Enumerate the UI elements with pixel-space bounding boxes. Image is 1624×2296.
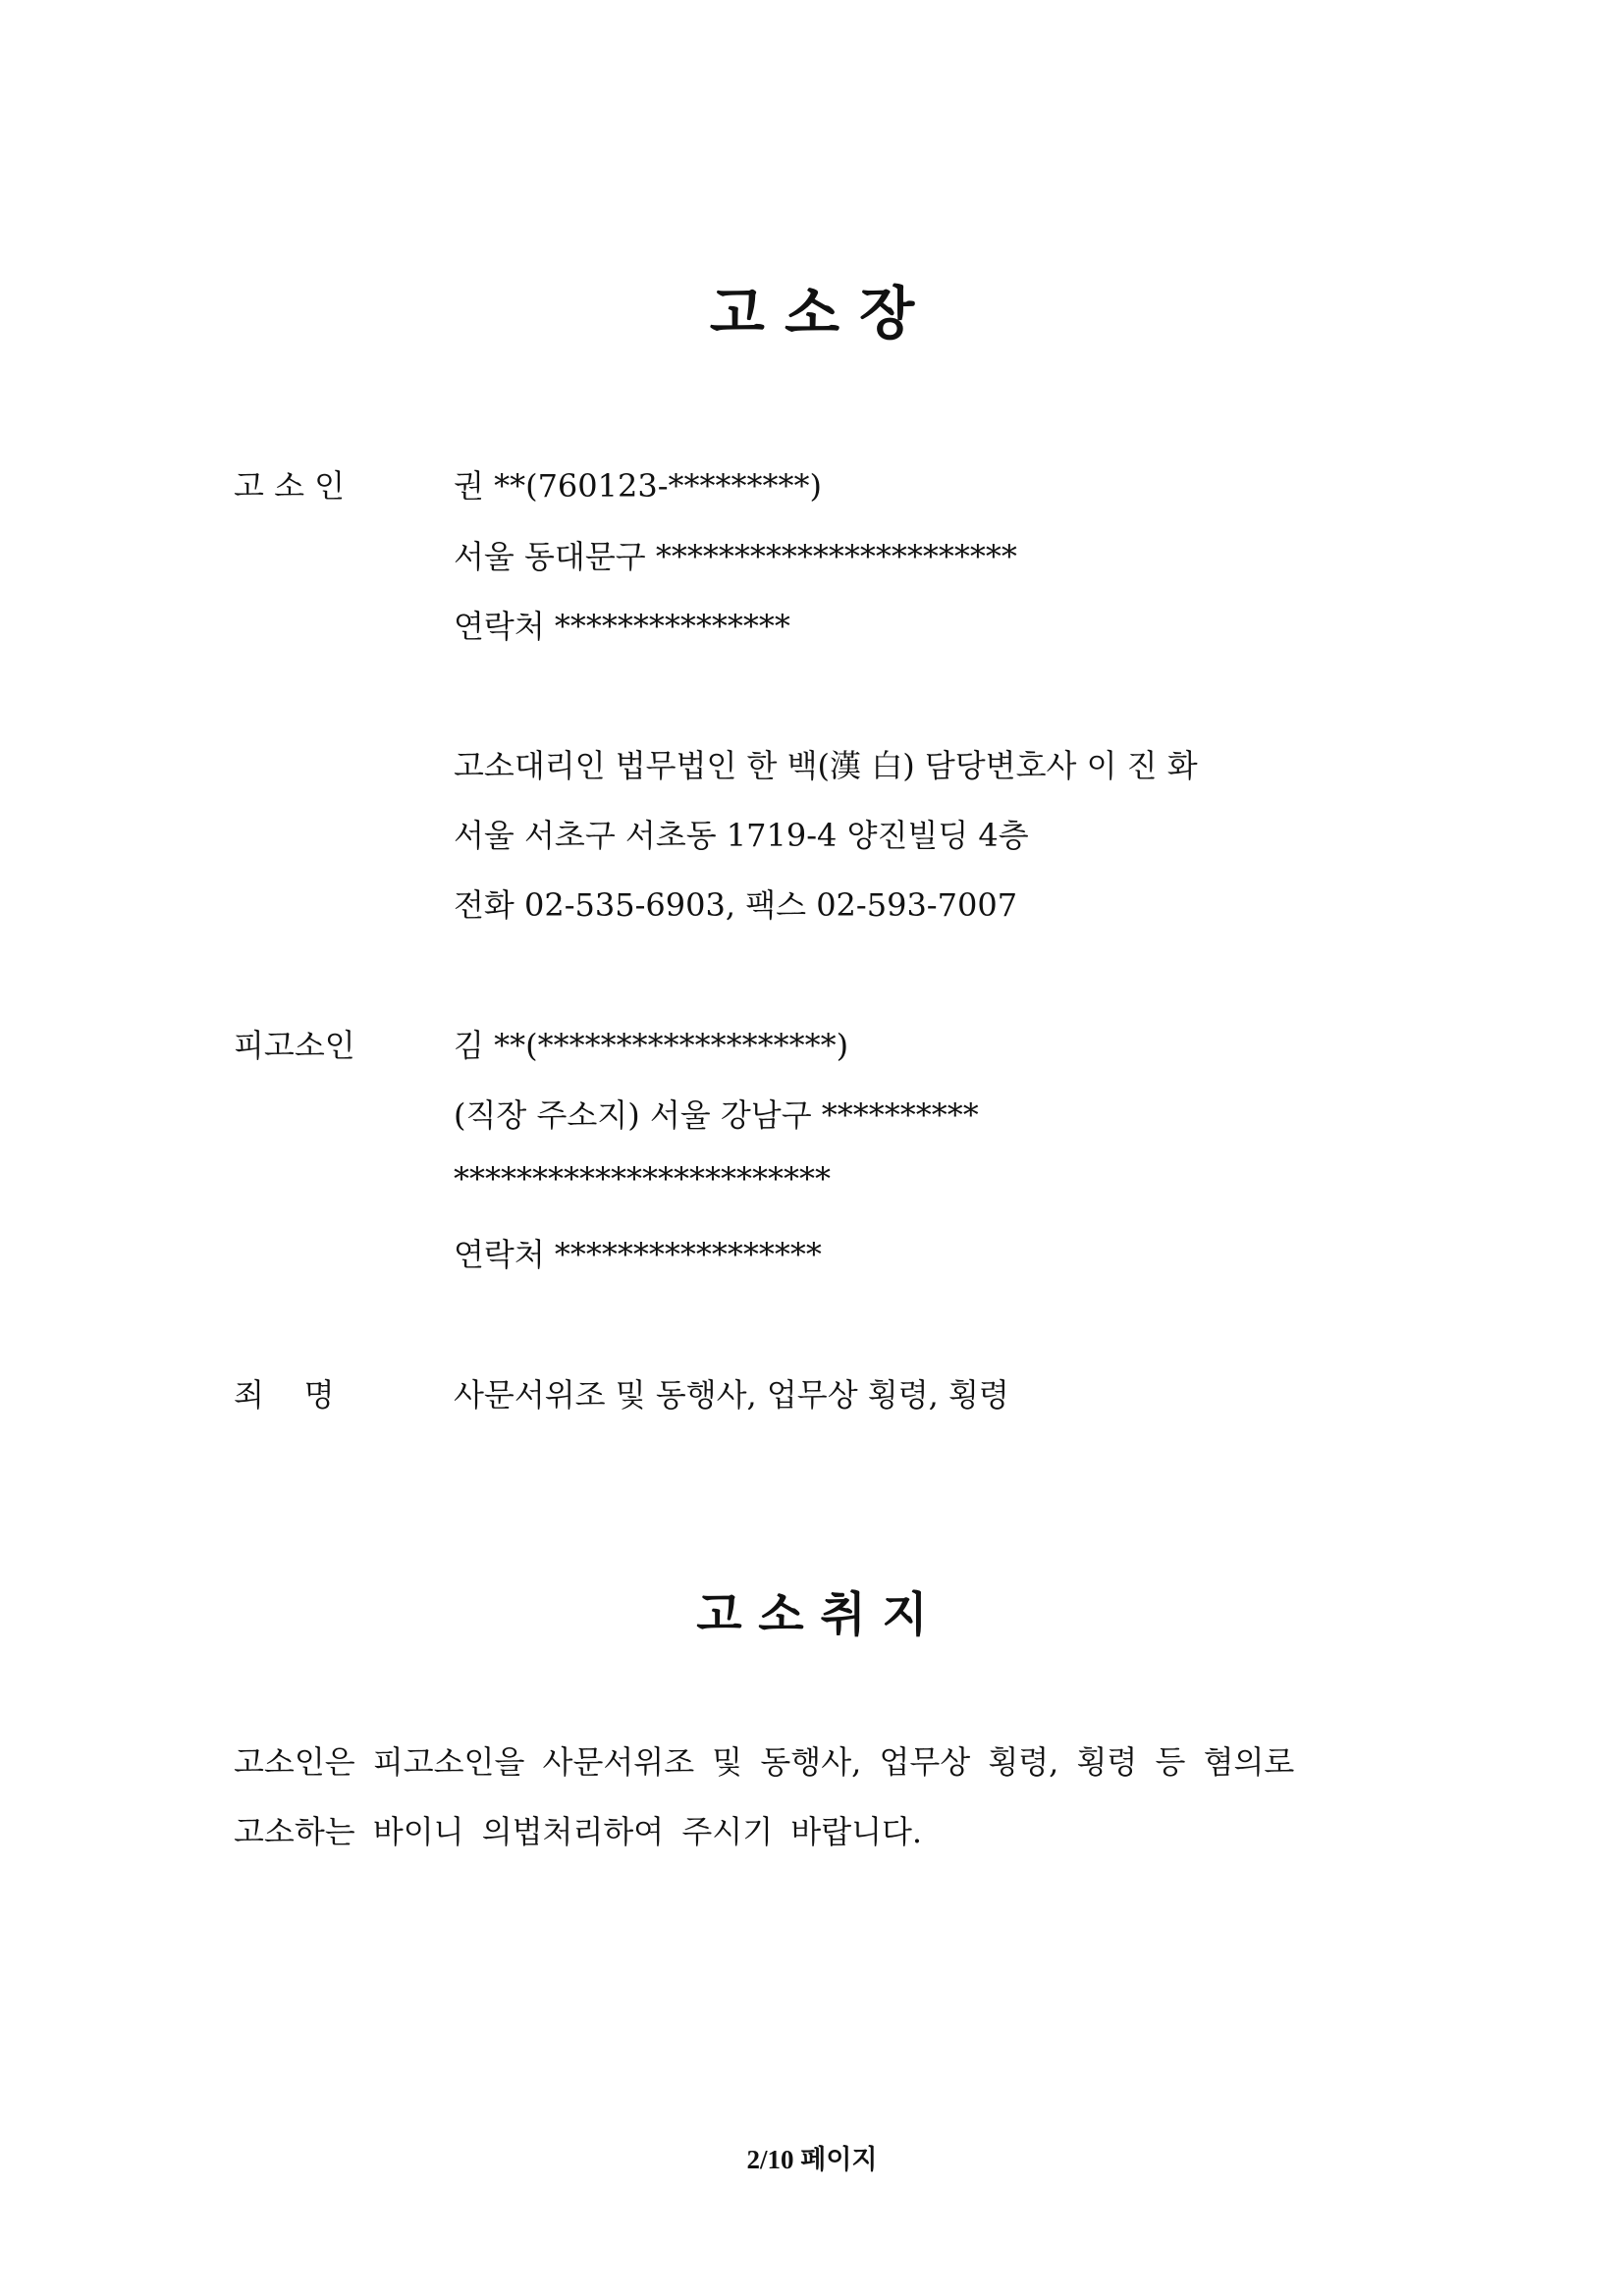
agent-contact: 전화 02-535-6903, 팩스 02-593-7007 — [454, 886, 1018, 924]
section-title: 고 소 취 지 — [696, 1587, 928, 1642]
charges-text: 사문서위조 및 동행사, 업무상 횡령, 횡령 — [454, 1376, 1009, 1414]
purpose-line-2: 고소하는 바이니 의법처리하여 주시기 바랍니다. — [234, 1813, 923, 1850]
accused-name: 김 **(*******************) — [454, 1027, 849, 1064]
accused-label: 피고소인 — [234, 1027, 355, 1064]
complainant-contact: 연락처 *************** — [454, 608, 790, 645]
accused-address-cont: ************************ — [454, 1160, 831, 1198]
charges-label: 죄 명 — [234, 1376, 335, 1414]
document-title: 고 소 장 — [709, 280, 915, 347]
agent-address: 서울 서초구 서초동 1719-4 양진빌딩 4층 — [454, 817, 1029, 854]
page-footer: 2/10 페이지 — [746, 2145, 878, 2174]
complainant-name: 권 **(760123-*********) — [454, 467, 823, 505]
complainant-label: 고 소 인 — [234, 467, 346, 505]
purpose-line-1: 고소인은 피고소인을 사문서위조 및 동행사, 업무상 횡령, 횡령 등 혐의로 — [234, 1743, 1295, 1781]
accused-address: (직장 주소지) 서울 강남구 ********** — [454, 1096, 979, 1134]
complainant-address: 서울 동대문구 *********************** — [454, 538, 1017, 575]
accused-contact: 연락처 ***************** — [454, 1236, 822, 1273]
agent-name: 고소대리인 법무법인 한 백(漢 白) 담당변호사 이 진 화 — [454, 747, 1198, 784]
